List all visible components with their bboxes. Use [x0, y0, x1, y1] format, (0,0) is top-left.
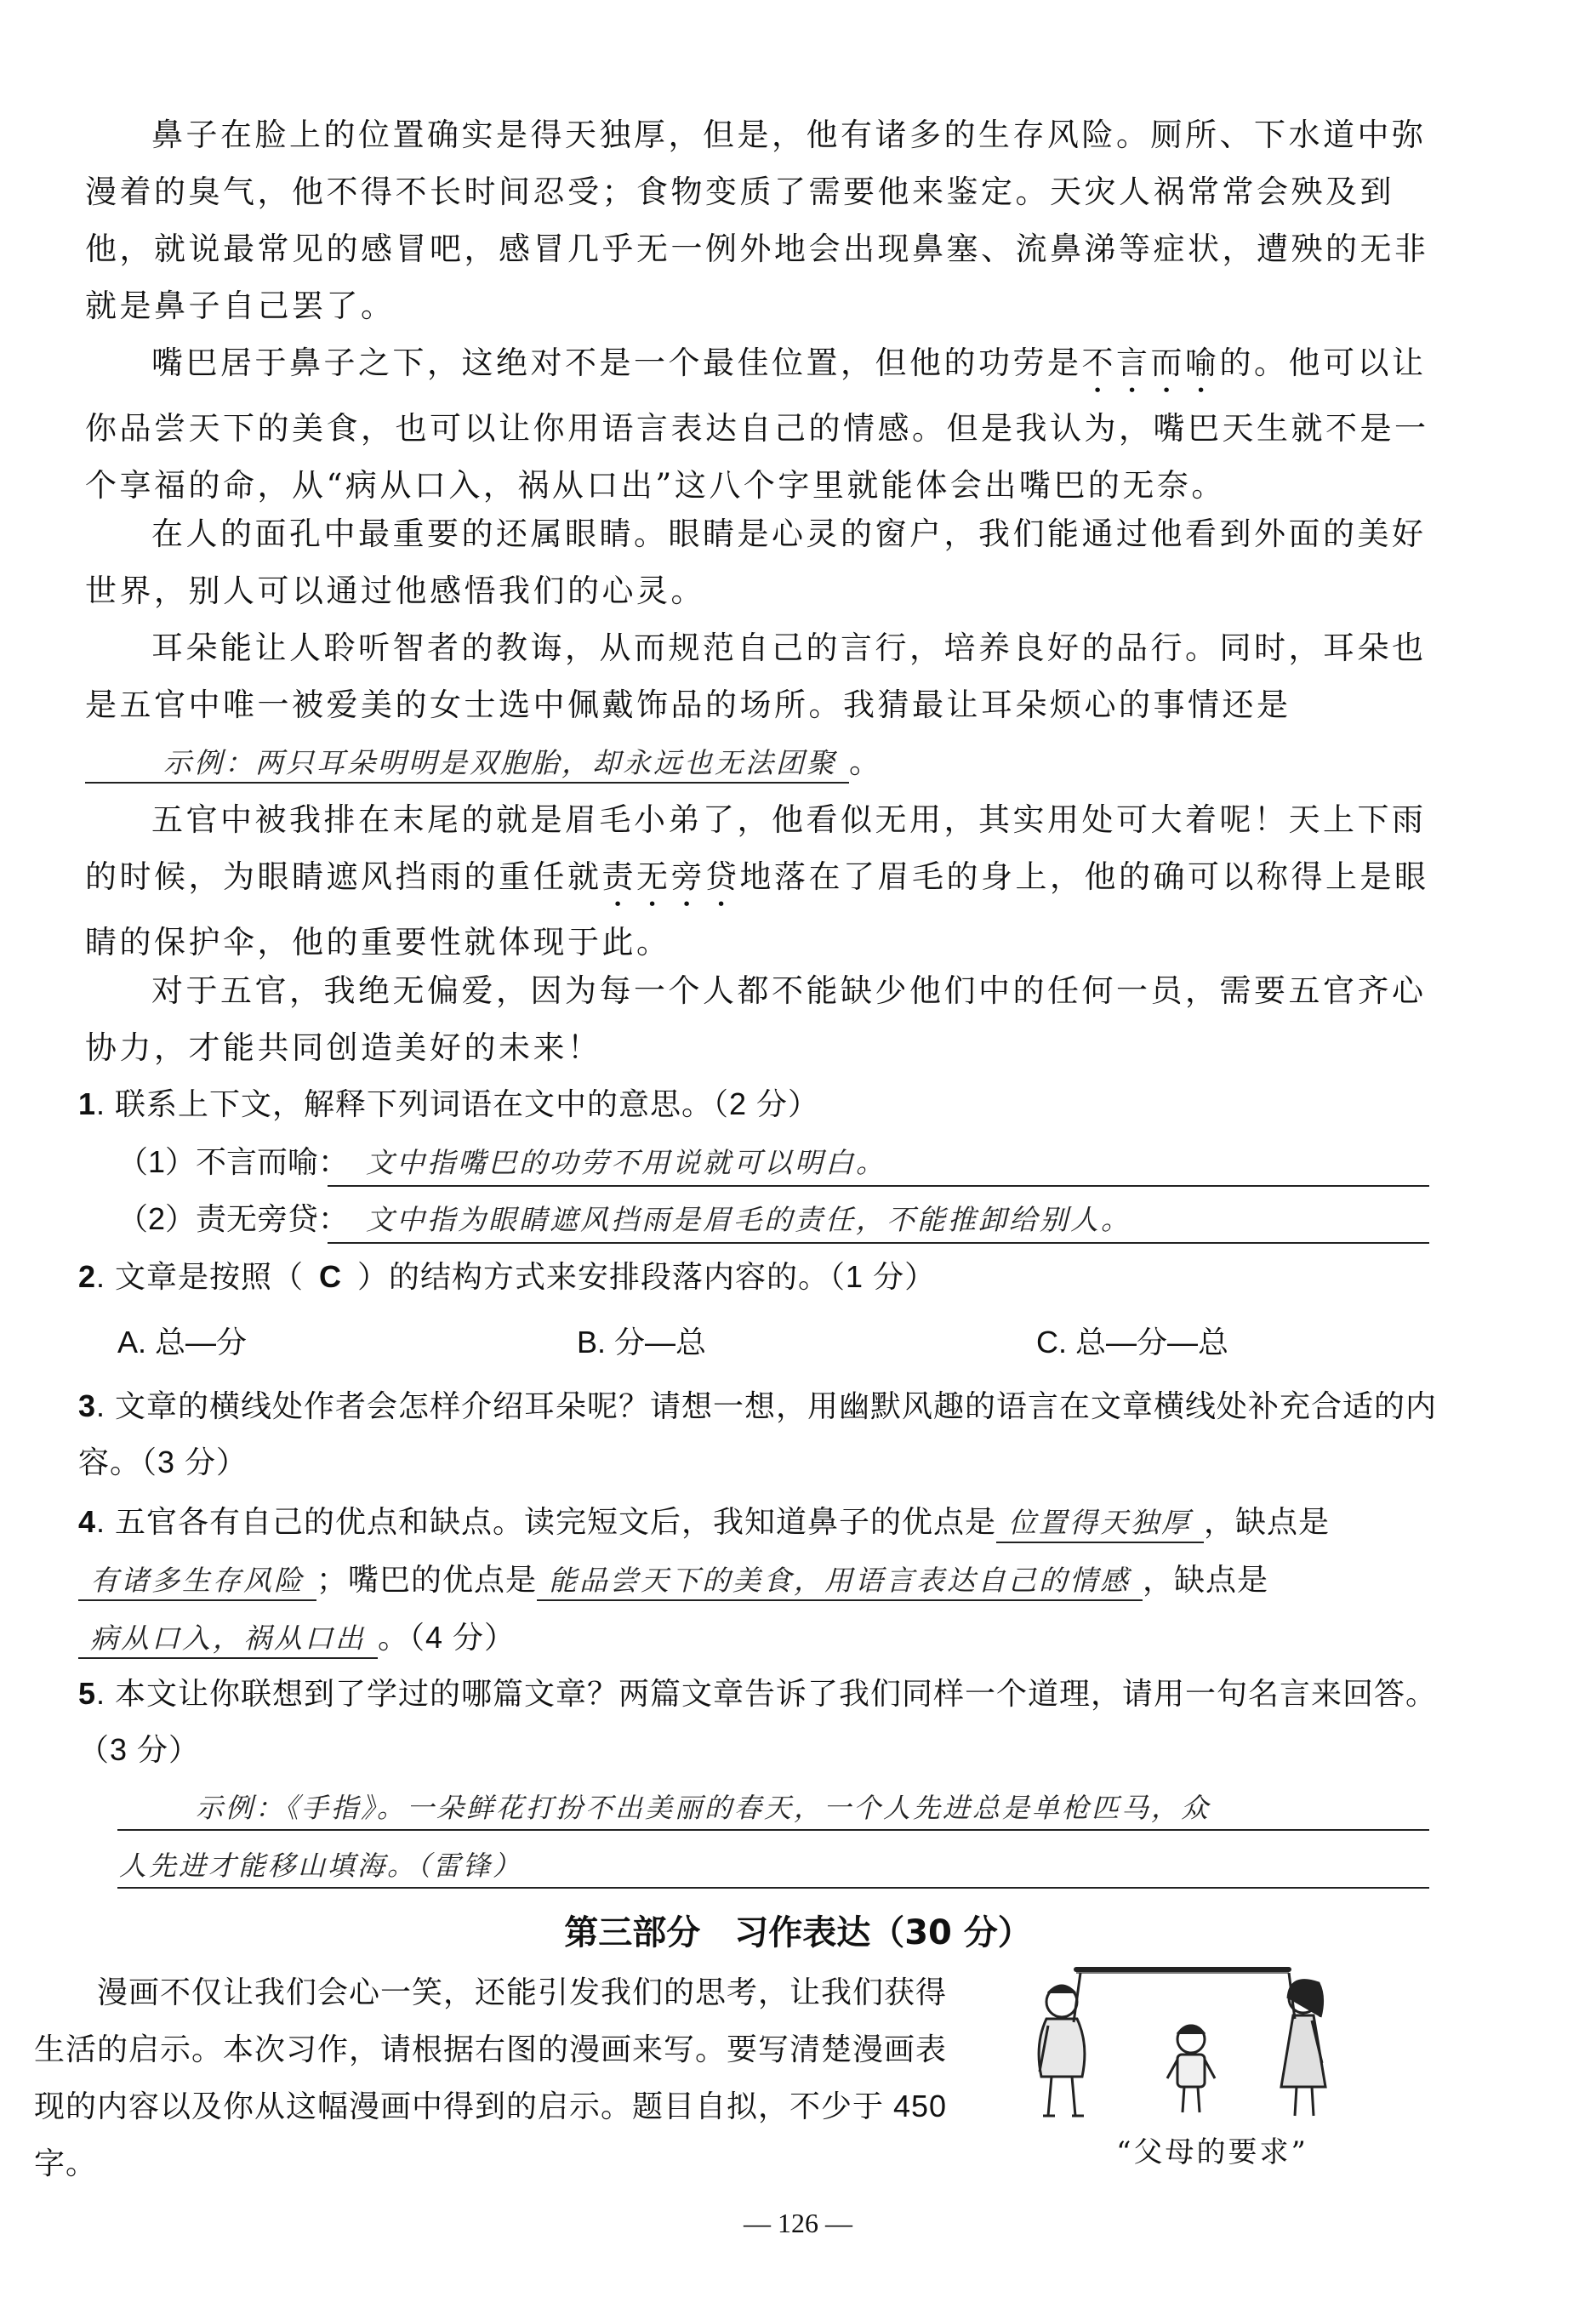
answer-1-2[interactable]: 文中指为眼睛遮风挡雨是眉毛的责任，不能推卸给别人。 — [366, 1203, 1132, 1236]
passage-paragraph-eyes: 在人的面孔中最重要的还属眼睛。眼睛是心灵的窗户，我们能通过他看到外面的美好世界，别人可以通过他感悟我们的心灵。 — [85, 516, 1427, 609]
answer-4-nose-strength[interactable]: 位置得天独厚 — [996, 1504, 1204, 1543]
answer-4-mouth-strength[interactable]: 能品尝天下的美食，用语言表达自己的情感 — [537, 1562, 1143, 1601]
question-5: 5. 本文让你联想到了学过的哪篇文章？两篇文章告诉了我们同样一个道理，请用一句名言来回答。（3 分） — [78, 1676, 1438, 1767]
father-figure — [1039, 1973, 1085, 2116]
answer-line — [328, 1185, 1429, 1187]
answer-line — [328, 1242, 1429, 1244]
answer-4-nose-weakness[interactable]: 有诸多生存风险 — [78, 1562, 316, 1601]
question-1-item-1: （1）不言而喻： 文中指嘴巴的功劳不用说就可以明白。 — [117, 1144, 887, 1179]
question-1-item-2: （2）责无旁贷： 文中指为眼睛遮风挡雨是眉毛的责任，不能推卸给别人。 — [117, 1201, 1132, 1236]
answer-line — [117, 1829, 1429, 1831]
answer-2[interactable]: C — [319, 1259, 343, 1294]
passage-paragraph-mouth: 嘴巴居于鼻子之下，这绝对不是一个最佳位置，但他的功劳是不言而喻的。他可以让你品尝天下的美食，也可以让你用语言表达自己的情感。但是我认为，嘴巴天生就不是一个享福的命，从“病从口入，祸从口出”这八个字里就能体会出嘴巴的无奈。 — [85, 345, 1429, 504]
cartoon-illustration — [995, 1952, 1387, 2123]
writing-task: 漫画不仅让我们会心一笑，还能引发我们的思考，让我们获得生活的启示。本次习作，请根据右图的漫画来写。要写清楚漫画表现的内容以及你从这幅漫画中得到的启示。题目自拟，不少于 450 字。 — [34, 1975, 948, 2180]
page-number: — 126 — — [744, 2208, 852, 2238]
question-1: 1. 联系上下文，解释下列词语在文中的意思。（2 分） — [78, 1086, 820, 1121]
cartoon-caption: “父母的要求” — [1116, 2135, 1308, 2169]
passage-paragraph-conclusion: 对于五官，我绝无偏爱，因为每一个人都不能缺少他们中的任何一员，需要五官齐心协力，才能共同创造美好的未来！ — [85, 972, 1427, 1066]
option-c[interactable]: C. 总—分—总 — [1036, 1325, 1229, 1359]
question-4: 4. 五官各有自己的优点和缺点。读完短文后，我知道鼻子的优点是 位置得天独厚 ，缺点是有诸多生存风险 ；嘴巴的优点是 能品尝天下的美食，用语言表达自己的情感 ，缺点是病从口入，祸从口出 。（4 分） — [78, 1493, 1439, 1667]
mother-figure — [1281, 1973, 1325, 2116]
passage-paragraph-eyebrows: 五官中被我排在末尾的就是眉毛小弟了，他看似无用，其实用处可大着呢！天上下雨的时候，为眼睛遮风挡雨的重任就责无旁贷地落在了眉毛的身上，他的确可以称得上是眼睛的保护伞，他的重要性就体现于此。 — [85, 801, 1429, 960]
answer-4-mouth-weakness[interactable]: 病从口入，祸从口出 — [78, 1620, 378, 1659]
answer-line — [117, 1887, 1429, 1889]
passage-paragraph-ears: 耳朵能让人聆听智者的教诲，从而规范自己的言行，培养良好的品行。同时，耳朵也是五官中唯一被爱美的女士选中佩戴饰品的场所。我猜最让耳朵烦心的事情还是示例：两只耳朵明明是双胞胎，却永远也无法团聚 。 — [85, 619, 1429, 790]
option-a[interactable]: A. 总—分 — [117, 1325, 248, 1359]
emphasized-idiom: 不言而喻 — [1081, 345, 1220, 381]
answer-5-line-2[interactable]: 人先进才能移山填海。（雷锋） — [119, 1850, 523, 1881]
answer-1-1[interactable]: 文中指嘴巴的功劳不用说就可以明白。 — [366, 1146, 887, 1179]
question-3: 3. 文章的横线处作者会怎样介绍耳朵呢？请想一想，用幽默风趣的语言在文章横线处补充合适的内容。（3 分） — [78, 1388, 1438, 1479]
question-2: 2. 文章是按照（ C ）的结构方式来安排段落内容的。（1 分） — [78, 1259, 937, 1294]
option-b[interactable]: B. 分—总 — [577, 1325, 707, 1359]
section-3-title: 第三部分 习作表达（30 分） — [564, 1913, 1032, 1952]
answer-5-line-1[interactable]: 示例：《手指》。一朵鲜花打扮不出美丽的春天，一个人先进总是单枪匹马，众 — [196, 1793, 1211, 1823]
emphasized-idiom: 责无旁贷 — [601, 858, 740, 895]
ear-answer-blank[interactable]: 示例：两只耳朵明明是双胞胎，却永远也无法团聚 — [85, 744, 849, 784]
passage-paragraph-nose: 鼻子在脸上的位置确实是得天独厚，但是，他有诸多的生存风险。厕所、下水道中弥漫着的臭气，他不得不长时间忍受；食物变质了需要他来鉴定。天灾人祸常常会殃及到他，就说最常见的感冒吧，感冒几乎无一例外地会出现鼻塞、流鼻涕等症状，遭殃的无非就是鼻子自己罢了。 — [85, 117, 1429, 324]
child-figure — [1167, 2026, 1215, 2112]
